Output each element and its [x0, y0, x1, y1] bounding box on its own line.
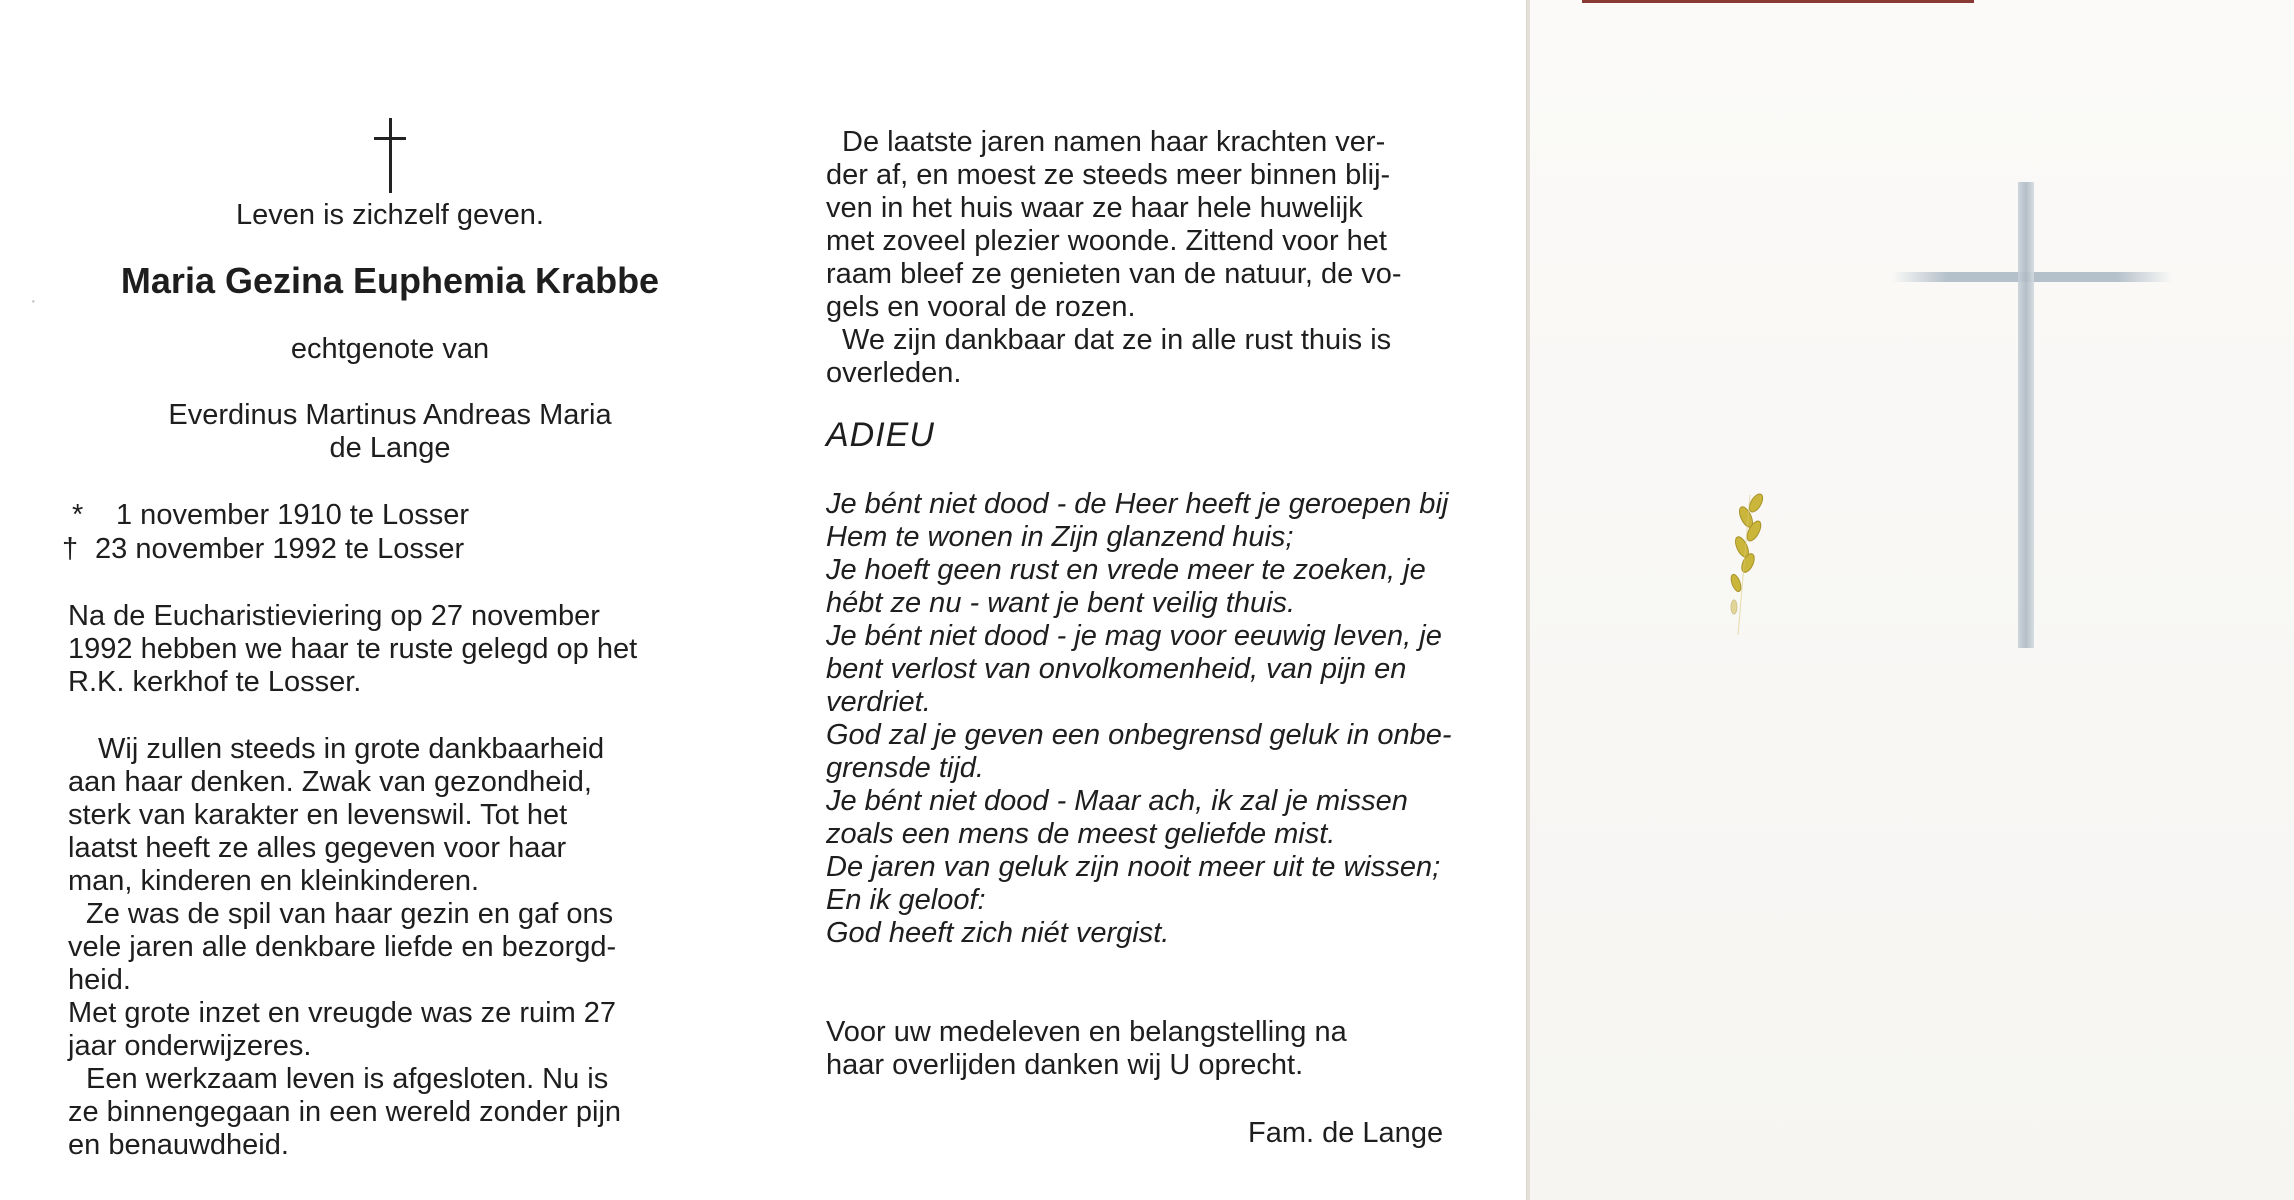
adieu-title: ADIEU: [826, 416, 935, 454]
cross-icon: [370, 118, 410, 193]
poem-line: God zal je geven een onbegrensd geluk in onbe-: [826, 719, 1452, 751]
death-date: 23 november 1992 te Losser: [95, 533, 465, 565]
text-line: ven in het huis waar ze haar hele huwelijk: [826, 192, 1363, 224]
text-line: heid.: [68, 964, 131, 996]
spouse-intro: echtgenote van: [290, 333, 490, 365]
poem-line: bent verlost van onvolkomenheid, van pijn en: [826, 653, 1407, 685]
poem-line: Je bént niet dood - je mag voor eeuwig leven, je: [826, 620, 1442, 652]
text-line: der af, en moest ze steeds meer binnen blij-: [826, 159, 1391, 191]
text-line: Ze was de spil van haar gezin en gaf ons: [86, 898, 614, 930]
cover-cross-icon: [2018, 182, 2034, 648]
text-line: De laatste jaren namen haar krachten ver-: [842, 126, 1386, 158]
cover-top-rule: [1582, 0, 1974, 3]
text-line: ze binnengegaan in een wereld zonder pijn: [68, 1096, 622, 1128]
death-symbol: †: [62, 533, 79, 565]
poem-line: God heeft zich niét vergist.: [826, 917, 1170, 949]
spouse-name-line2: de Lange: [329, 432, 451, 464]
text-line: haar overlijden danken wij U oprecht.: [826, 1049, 1304, 1081]
text-line: met zoveel plezier woonde. Zittend voor het: [826, 225, 1387, 257]
birth-date: 1 november 1910 te Losser: [116, 499, 470, 531]
text-line: gels en vooral de rozen.: [826, 291, 1136, 323]
birth-symbol: *: [72, 499, 84, 531]
poem-line: Je bént niet dood - de Heer heeft je geroepen bij: [826, 488, 1449, 520]
text-line: jaar onderwijzeres.: [68, 1030, 312, 1062]
text-line: Met grote inzet en vreugde was ze ruim 27: [68, 997, 617, 1029]
poem-line: En ik geloof:: [826, 884, 986, 916]
text-line: Voor uw medeleven en belangstelling na: [826, 1016, 1347, 1048]
text-line: sterk van karakter en levenswil. Tot het: [68, 799, 568, 831]
text-line: aan haar denken. Zwak van gezondheid,: [68, 766, 592, 798]
poem-line: zoals een mens de meest geliefde mist.: [826, 818, 1336, 850]
text-line: Na de Eucharistieviering op 27 november: [68, 600, 600, 632]
text-line: R.K. kerkhof te Losser.: [68, 666, 362, 698]
scan-speck: ·: [30, 290, 37, 312]
text-line: Wij zullen steeds in grote dankbaarheid: [98, 733, 605, 765]
family-signature: Fam. de Lange: [1248, 1117, 1444, 1149]
poem-line: Je hoeft geen rust en vrede meer te zoeken, je: [826, 554, 1426, 586]
text-line: 1992 hebben we haar te ruste gelegd op het: [68, 633, 638, 665]
text-line: Een werkzaam leven is afgesloten. Nu is: [86, 1063, 609, 1095]
poem-line: grensde tijd.: [826, 752, 984, 784]
middle-page: [780, 0, 1540, 1200]
deceased-name: Maria Gezina Euphemia Krabbe: [120, 260, 660, 301]
text-line: raam bleef ze genieten van de natuur, de vo-: [826, 258, 1402, 290]
text-line: en benauwdheid.: [68, 1129, 289, 1161]
text-line: man, kinderen en kleinkinderen.: [68, 865, 480, 897]
poem-line: Hem te wonen in Zijn glanzend huis;: [826, 521, 1294, 553]
left-page: [0, 0, 780, 1200]
spouse-name-line1: Everdinus Martinus Andreas Maria: [168, 399, 612, 431]
card-cover: [1528, 0, 2294, 1200]
poem-line: verdriet.: [826, 686, 931, 718]
motto: Leven is zichzelf geven.: [236, 199, 544, 231]
text-line: overleden.: [826, 357, 962, 389]
text-line: vele jaren alle denkbare liefde en bezorgd-: [68, 931, 617, 963]
poem-line: De jaren van geluk zijn nooit meer uit te wissen;: [826, 851, 1441, 883]
text-line: We zijn dankbaar dat ze in alle rust thuis is: [842, 324, 1392, 356]
poem-line: hébt ze nu - want je bent veilig thuis.: [826, 587, 1296, 619]
poem-line: Je bént niet dood - Maar ach, ik zal je missen: [826, 785, 1408, 817]
text-line: laatst heeft ze alles gegeven voor haar: [68, 832, 567, 864]
wheat-ear-icon: [1718, 485, 1778, 655]
